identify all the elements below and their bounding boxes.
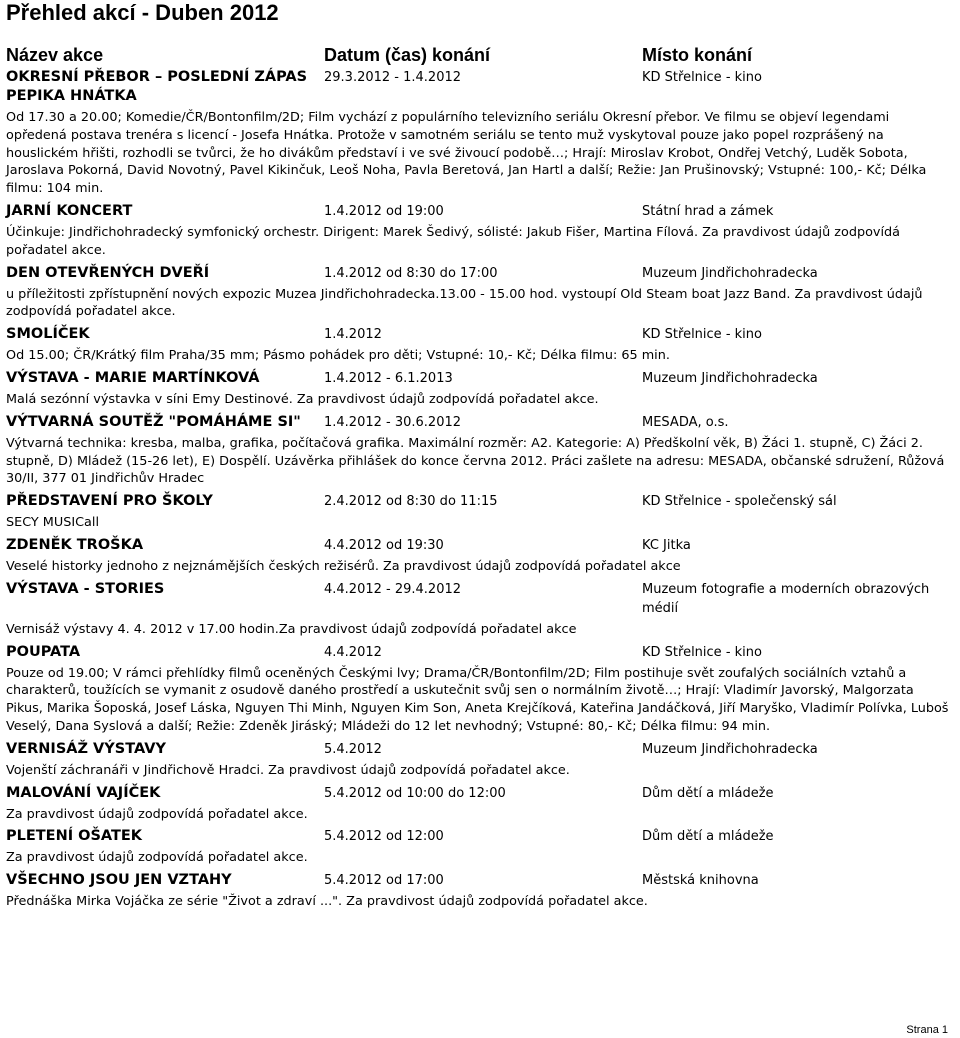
event-date: 1.4.2012 od 8:30 do 17:00: [324, 265, 498, 281]
event-date: 5.4.2012 od 17:00: [324, 873, 444, 889]
column-header-place: Místo konání: [642, 45, 753, 65]
event-name: VŠECHNO JSOU JEN VZTAHY: [6, 872, 232, 889]
event-place: Dům dětí a mládeže: [642, 785, 774, 801]
event-header-row: [6, 68, 952, 106]
event-item: [6, 784, 952, 824]
event-place: MESADA, o.s.: [642, 414, 729, 430]
event-place: KD Střelnice - kino: [642, 70, 762, 85]
event-date: 1.4.2012 od 19:00: [324, 203, 444, 219]
event-place: Muzeum fotografie a moderních obrazových médií: [642, 581, 930, 616]
event-item: [6, 871, 952, 911]
event-header-row: [6, 264, 952, 283]
event-description: Za pravdivost údajů zodpovídá pořadatel akce.: [6, 806, 308, 822]
event-header-row: [6, 580, 952, 618]
event-description: Výtvarná technika: kresba, malba, grafika, počítačová grafika. Maximální rozměr: A2. Kategorie: A) Předškolní věk, B) Žáci 1. stupně, C) Žáci 2. stupně, D) Mládež (15-26 let), E) Dospělí. Uzávěrka přihlášek do konce června 2012. Práci zašlete na adresu: MESADA, občanské sdružení, Růžová 30/II, 377 01 Jindřichův Hradec: [6, 435, 945, 487]
event-description: Od 15.00; ČR/Krátký film Praha/35 mm; Pásmo pohádek pro děti; Vstupné: 10,- Kč; Délka filmu: 65 min.: [6, 348, 670, 364]
event-item: [6, 202, 952, 260]
event-place: Muzeum Jindřichohradecka: [642, 370, 818, 386]
event-name: DEN OTEVŘENÝCH DVEŘÍ: [6, 264, 210, 281]
event-name: POUPATA: [6, 643, 81, 660]
event-header-row: [6, 413, 952, 432]
column-header-row: [6, 44, 952, 66]
event-description: Veselé historky jednoho z nejznámějších českých režisérů. Za pravdivost údajů zodpovídá pořadatel akce: [6, 558, 681, 574]
event-item: [6, 68, 952, 198]
event-name: SMOLÍČEK: [6, 326, 90, 343]
event-item: [6, 740, 952, 780]
event-item: [6, 827, 952, 867]
event-date: 29.3.2012 - 1.4.2012: [324, 70, 462, 85]
event-place: KC Jitka: [642, 537, 691, 553]
event-name: JARNÍ KONCERT: [6, 202, 133, 219]
event-name: VÝTVARNÁ SOUTĚŽ "POMÁHÁME SI": [6, 413, 301, 430]
event-item: [6, 643, 952, 736]
event-description: Přednáška Mirka Vojáčka ze série "Život a zdraví ...". Za pravdivost údajů zodpovídá pořadatel akce.: [6, 894, 648, 910]
event-item: [6, 536, 952, 576]
event-header-row: [6, 536, 952, 555]
event-name: PŘEDSTAVENÍ PRO ŠKOLY: [6, 493, 213, 510]
event-name: VÝSTAVA - MARIE MARTÍNKOVÁ: [6, 369, 260, 386]
event-description: Za pravdivost údajů zodpovídá pořadatel akce.: [6, 850, 308, 866]
event-name: OKRESNÍ PŘEBOR – POSLEDNÍ ZÁPAS PEPIKA HNÁTKA: [6, 69, 308, 104]
event-name: VÝSTAVA - STORIES: [6, 580, 165, 597]
event-description: u příležitosti zpřístupnění nových expozic Muzea Jindřichohradecka.13.00 - 15.00 hod. vystoupí Old Steam boat Jazz Band. Za pravdivost údajů zodpovídá pořadatel akce.: [6, 286, 923, 320]
event-place: KD Střelnice - kino: [642, 644, 762, 660]
event-date: 1.4.2012 - 30.6.2012: [324, 414, 462, 430]
event-item: [6, 369, 952, 409]
event-description: Vojenští záchranáři v Jindřichově Hradci. Za pravdivost údajů zodpovídá pořadatel akce.: [6, 762, 570, 778]
event-place: KD Střelnice - kino: [642, 327, 762, 343]
event-date: 1.4.2012 - 6.1.2013: [324, 370, 453, 386]
event-place: Městská knihovna: [642, 873, 759, 889]
event-place: Státní hrad a zámek: [642, 203, 774, 219]
event-date: 4.4.2012 - 29.4.2012: [324, 581, 462, 597]
event-place: KD Střelnice - společenský sál: [642, 494, 837, 510]
column-header-name: Název akce: [6, 45, 104, 65]
event-description: Pouze od 19.00; V rámci přehlídky filmů oceněných Českými lvy; Drama/ČR/Bontonfilm/2D; Film postihuje svět zoufalých sociálních vztahů a charakterů, toužících se vymanit z osudově daného prostředí a uskutečnit svůj sen o normálním životě…; Hrají: Vladimír Javorský, Malgorzata Pikus, Marika Šoposká, Josef Láska, Nguyen Thi Minh, Nguyen Kim Son, Aneta Krejčíková, Kateřina Jandáčková, Jiří Maryško, Vladimír Polívka, Luboš Veselý, Dana Syslová a další; Režie: Zdeněk Jiráský; Mládeži do 12 let nevhodný; Vstupné: 80,- Kč; Délka filmu: 94 min.: [6, 665, 949, 734]
event-description: SECY MUSICall: [6, 515, 99, 531]
event-header-row: [6, 369, 952, 388]
event-header-row: [6, 827, 952, 846]
event-date: 5.4.2012: [324, 741, 382, 757]
event-description: Vernisáž výstavy 4. 4. 2012 v 17.00 hodin.Za pravdivost údajů zodpovídá pořadatel akce: [6, 621, 577, 637]
event-description: Od 17.30 a 20.00; Komedie/ČR/Bontonfilm/2D; Film vychází z populárního televizního seriálu Okresní přebor. Ve filmu se objeví legendami opředená postava trenéra s licencí - Josefa Hnátka. Protože v samotném seriálu se tento muž vyskytoval pouze jako popel rozprášený na houslickém hřišti, rozhodli se tvůrci, že ho divákům představí i ve své živoucí podobě…; Hrají: Miroslav Krobot, Ondřej Vetchý, Luděk Sobota, Jaroslava Pokorná, David Novotný, Pavel Kikinčuk, Leoš Noha, Pavla Beretová, Jan Hartl a další; Režie: Jan Prušinovský; Vstupné: 100,- Kč; Délka filmu: 104 min.: [6, 110, 927, 197]
event-item: [6, 413, 952, 488]
event-list: [6, 68, 952, 911]
event-date: 1.4.2012: [324, 327, 382, 343]
event-header-row: [6, 871, 952, 890]
event-name: MALOVÁNÍ VAJÍČEK: [6, 784, 161, 801]
column-header-date: Datum (čas) konání: [324, 45, 491, 65]
event-date: 4.4.2012 od 19:30: [324, 537, 444, 553]
event-place: Muzeum Jindřichohradecka: [642, 741, 818, 757]
event-date: 4.4.2012: [324, 644, 382, 660]
event-header-row: [6, 325, 952, 344]
event-header-row: [6, 643, 952, 662]
event-item: [6, 580, 952, 639]
event-item: [6, 492, 952, 532]
event-place: Dům dětí a mládeže: [642, 829, 774, 845]
event-date: 5.4.2012 od 10:00 do 12:00: [324, 785, 506, 801]
event-name: ZDENĚK TROŠKA: [6, 536, 144, 553]
page-number: Strana 1: [906, 1024, 948, 1036]
event-item: [6, 264, 952, 322]
event-header-row: [6, 740, 952, 759]
event-header-row: [6, 492, 952, 511]
event-place: Muzeum Jindřichohradecka: [642, 265, 818, 281]
document-page: [6, 0, 952, 911]
event-description: Účinkuje: Jindřichohradecký symfonický orchestr. Dirigent: Marek Šedivý, sólisté: Jakub Fišer, Martina Fílová. Za pravdivost údajů zodpovídá pořadatel akce.: [6, 224, 900, 258]
event-date: 2.4.2012 od 8:30 do 11:15: [324, 494, 498, 510]
event-date: 5.4.2012 od 12:00: [324, 829, 444, 845]
event-header-row: [6, 202, 952, 221]
event-description: Malá sezónní výstavka v síni Emy Destinové. Za pravdivost údajů zodpovídá pořadatel akce.: [6, 391, 599, 407]
event-name: PLETENÍ OŠATEK: [6, 828, 143, 845]
event-name: VERNISÁŽ VÝSTAVY: [6, 740, 166, 757]
event-header-row: [6, 784, 952, 803]
page-title: Přehled akcí - Duben 2012: [6, 0, 279, 25]
event-item: [6, 325, 952, 365]
